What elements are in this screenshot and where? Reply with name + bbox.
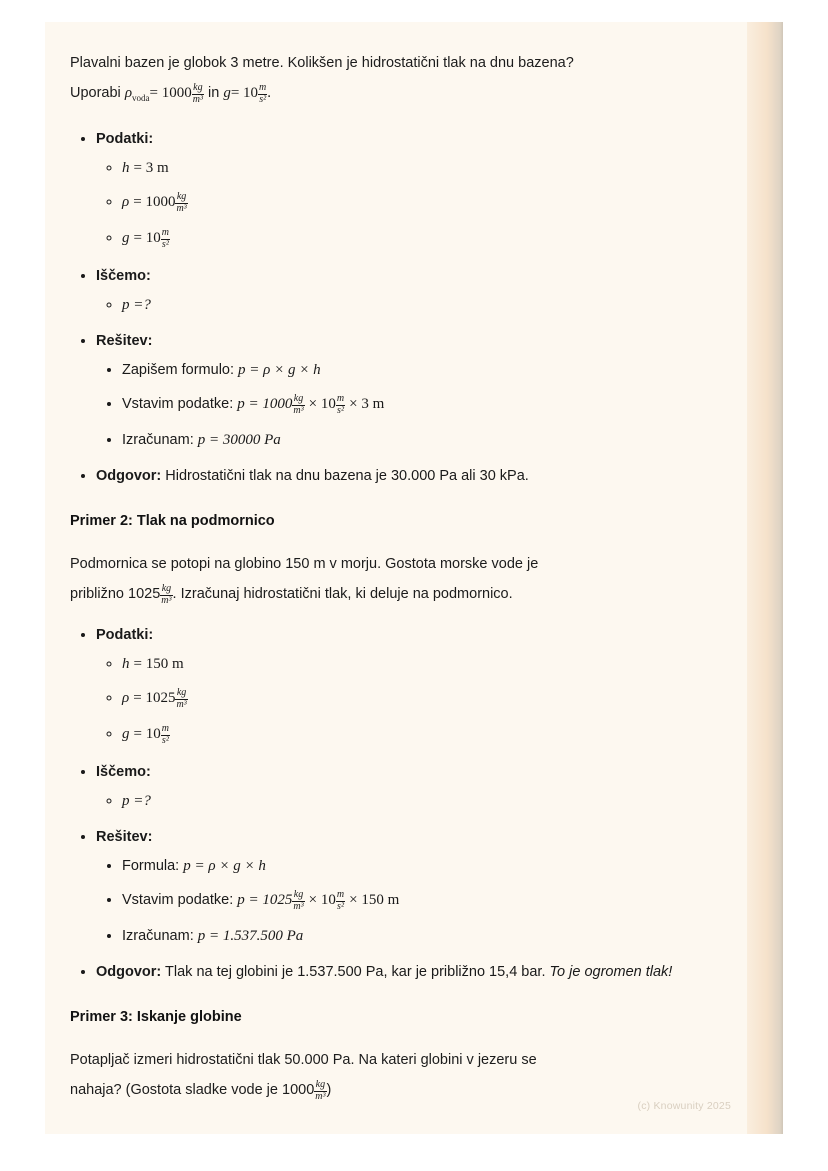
- unit-kg-per-m3: $\frac{kg}{\text{m³}}$: [293, 393, 304, 416]
- unit-kg-per-m3: $\frac{kg}{\text{m³}}$: [293, 889, 304, 912]
- iscemo-label: Iščemo:: [96, 268, 151, 284]
- rho-symbol: $\rho_{voda}$: [124, 85, 150, 103]
- list-item: • Zapišem formulo: p = ρ × g × h: [122, 360, 698, 380]
- resitev-label: Rešitev:: [96, 333, 153, 349]
- odgovor-text: Hidrostatični tlak na dnu bazena je 30.000 Pa ali 30 kPa.: [165, 468, 529, 484]
- odgovor-text: Tlak na tej globini je 1.537.500 Pa, kar je približno 15,4 bar.: [165, 964, 546, 980]
- list-item: • Formula: p = ρ × g × h: [122, 856, 698, 876]
- unit-m-per-s2: $\frac{m}{\text{s²}}$: [161, 227, 169, 250]
- example2-resitev-item: [96, 825, 698, 946]
- example1-steps-sublist: [96, 360, 698, 450]
- example3-heading: Primer 3: Iskanje globine: [70, 1009, 242, 1025]
- example3-para-line1: Potapljač izmeri hidrostatični tlak 50.000 Pa. Na kateri globini v jezeru se: [70, 1052, 537, 1068]
- unit-kg-per-m3: $\frac{kg}{\text{m³}}$: [192, 82, 203, 105]
- example2-para-line1: Podmornica se potopi na globino 150 m v morju. Gostota morske vode je: [70, 556, 539, 572]
- example2-iscemo-sublist: [96, 791, 698, 811]
- odgovor-emphasis: To je ogromen tlak!: [549, 964, 673, 980]
- resitev-label: Rešitev:: [96, 829, 153, 845]
- odgovor-label: Odgovor:: [96, 964, 162, 980]
- list-item: • Vstavim podatke: p = 1000 $\frac{kg}{\text{m³}}$ × 10 $\frac{m}{\text{s²}}$ × 3 m: [122, 394, 698, 416]
- list-item: • Izračunam: p = 1.537.500 Pa: [122, 926, 698, 946]
- example2-iscemo-item: [96, 760, 698, 811]
- example1-podatki-item: [96, 127, 698, 250]
- rho-value: = 1000: [149, 85, 192, 101]
- intro-line-2-prefix: Uporabi: [70, 85, 121, 101]
- example1-list: [70, 127, 698, 487]
- conjunction-in: in: [208, 85, 220, 101]
- unit-kg-per-m3: $\frac{kg}{\text{m³}}$: [176, 687, 187, 710]
- unit-kg-per-m3: $\frac{kg}{\text{m³}}$: [176, 191, 187, 214]
- g-symbol: g: [223, 85, 231, 101]
- intro-line-2: Uporabi $\rho_{voda}= 1000$ $\frac{kg}{\text{m³}}$ in g= 10 $\frac{m}{\text{s²}}$ .: [70, 82, 272, 105]
- document-page: [45, 22, 783, 1134]
- podatki-label: Podatki:: [96, 627, 154, 643]
- iscemo-label: Iščemo:: [96, 764, 151, 780]
- example2-steps-sublist: [96, 856, 698, 946]
- list-item: ◦ ρ = 1000 $\frac{kg}{\text{m³}}$: [122, 192, 698, 214]
- unit-m-per-s2: $\frac{m}{\text{s²}}$: [336, 393, 345, 416]
- example2-podatki-sublist: [96, 654, 698, 746]
- example1-odgovor-item: [96, 464, 698, 487]
- list-item: ◦ h = 150 m: [122, 654, 698, 674]
- example2-heading: Primer 2: Tlak na podmornico: [70, 513, 275, 529]
- list-item: ◦ p =?: [122, 295, 698, 315]
- example1-resitev-item: [96, 329, 698, 450]
- example3-para-line2: nahaja? (Gostota sladke vode je 1000 $\frac{kg}{\text{m³}}$ ): [70, 1079, 332, 1102]
- example2-podatki-item: [96, 623, 698, 746]
- example1-iscemo-item: [96, 264, 698, 315]
- unit-kg-per-m3: $\frac{kg}{\text{m³}}$: [315, 1079, 326, 1102]
- g-value: = 10: [230, 85, 259, 101]
- list-item: • Vstavim podatke: p = 1025 $\frac{kg}{\text{m³}}$ × 10 $\frac{m}{\text{s²}}$ × 150 m: [122, 890, 698, 912]
- unit-kg-per-m3: $\frac{kg}{\text{m³}}$: [161, 583, 172, 606]
- intro-line-1: [70, 48, 698, 78]
- list-item: ◦ h = 3 m: [122, 158, 698, 178]
- example2-list: [70, 623, 698, 983]
- example2-odgovor-item: [96, 960, 698, 983]
- list-item: ◦ p =?: [122, 791, 698, 811]
- unit-m-per-s2: $\frac{m}{\text{s²}}$: [336, 889, 345, 912]
- rho-subscript: voda: [132, 93, 150, 103]
- example1-iscemo-sublist: [96, 295, 698, 315]
- podatki-label: Podatki:: [96, 131, 154, 147]
- unit-m-per-s2: $\frac{m}{\text{s²}}$: [161, 723, 169, 746]
- copyright-footer: (c) Knowunity 2025: [637, 1100, 731, 1112]
- list-item: ◦ g = 10 $\frac{m}{\text{s²}}$: [122, 724, 698, 746]
- document-content: [45, 22, 783, 1105]
- odgovor-label: Odgovor:: [96, 468, 162, 484]
- intro-line-1-text: Plavalni bazen je globok 3 metre. Kolikšen je hidrostatični tlak na dnu bazena?: [70, 55, 574, 71]
- example1-podatki-sublist: [96, 158, 698, 250]
- list-item: • Izračunam: p = 30000 Pa: [122, 430, 698, 450]
- list-item: ◦ ρ = 1025 $\frac{kg}{\text{m³}}$: [122, 688, 698, 710]
- unit-m-per-s2: $\frac{m}{\text{s²}}$: [259, 82, 267, 105]
- list-item: ◦ g = 10 $\frac{m}{\text{s²}}$: [122, 228, 698, 250]
- example2-para-line2: približno 1025 $\frac{kg}{\text{m³}}$ . Izračunaj hidrostatični tlak, ki deluje na podmornico.: [70, 583, 513, 606]
